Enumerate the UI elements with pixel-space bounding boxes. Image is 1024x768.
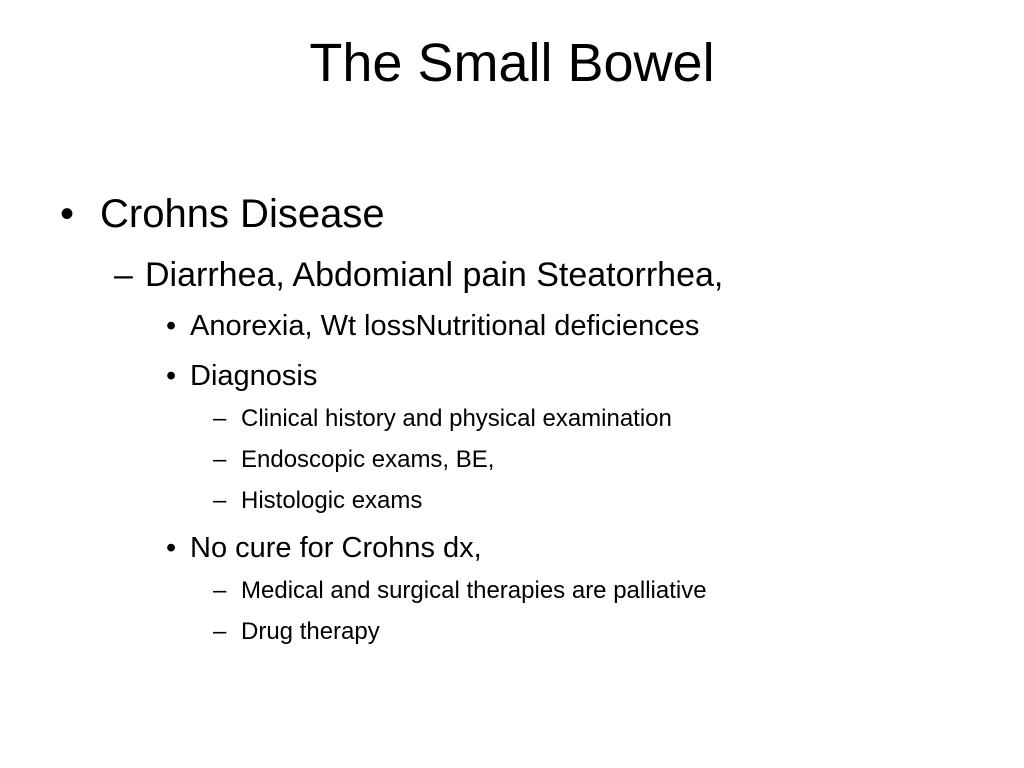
bullet-level3-anorexia bbox=[166, 306, 699, 346]
bullet-text: Endoscopic exams, BE, bbox=[241, 446, 495, 473]
dash-marker: – bbox=[114, 256, 133, 294]
bullet-level4-clinical-history bbox=[213, 403, 672, 435]
bullet-level4-histologic-exams bbox=[213, 485, 422, 517]
bullet-level3-no-cure bbox=[166, 528, 482, 568]
bullet-level4-endoscopic-exams bbox=[213, 444, 494, 476]
bullet-text: Drug therapy bbox=[241, 618, 380, 645]
bullet-marker: • bbox=[166, 360, 177, 392]
bullet-text: Histologic exams bbox=[241, 487, 423, 514]
bullet-text: Anorexia, Wt lossNutritional deficiences bbox=[190, 310, 700, 342]
bullet-text: Clinical history and physical examination bbox=[241, 405, 672, 432]
dash-marker: – bbox=[213, 577, 227, 604]
slide-title: The Small Bowel bbox=[309, 33, 715, 93]
bullet-text: Diarrhea, Abdomianl pain Steatorrhea, bbox=[145, 256, 724, 294]
dash-marker: – bbox=[213, 405, 227, 432]
bullet-text: Crohns Disease bbox=[100, 192, 385, 236]
bullet-text: Diagnosis bbox=[190, 360, 318, 392]
bullet-level2-symptoms bbox=[114, 252, 723, 298]
bullet-level4-drug-therapy bbox=[213, 616, 380, 648]
dash-marker: – bbox=[213, 487, 227, 514]
bullet-level3-diagnosis bbox=[166, 356, 317, 396]
bullet-marker: • bbox=[60, 192, 75, 236]
bullet-marker: • bbox=[166, 310, 177, 342]
bullet-text: Medical and surgical therapies are palliative bbox=[241, 577, 707, 604]
bullet-level1-crohns-disease bbox=[60, 186, 385, 242]
bullet-level4-therapies-palliative bbox=[213, 575, 707, 607]
dash-marker: – bbox=[213, 618, 227, 645]
bullet-text: No cure for Crohns dx, bbox=[190, 532, 482, 564]
dash-marker: – bbox=[213, 446, 227, 473]
bullet-marker: • bbox=[166, 532, 177, 564]
